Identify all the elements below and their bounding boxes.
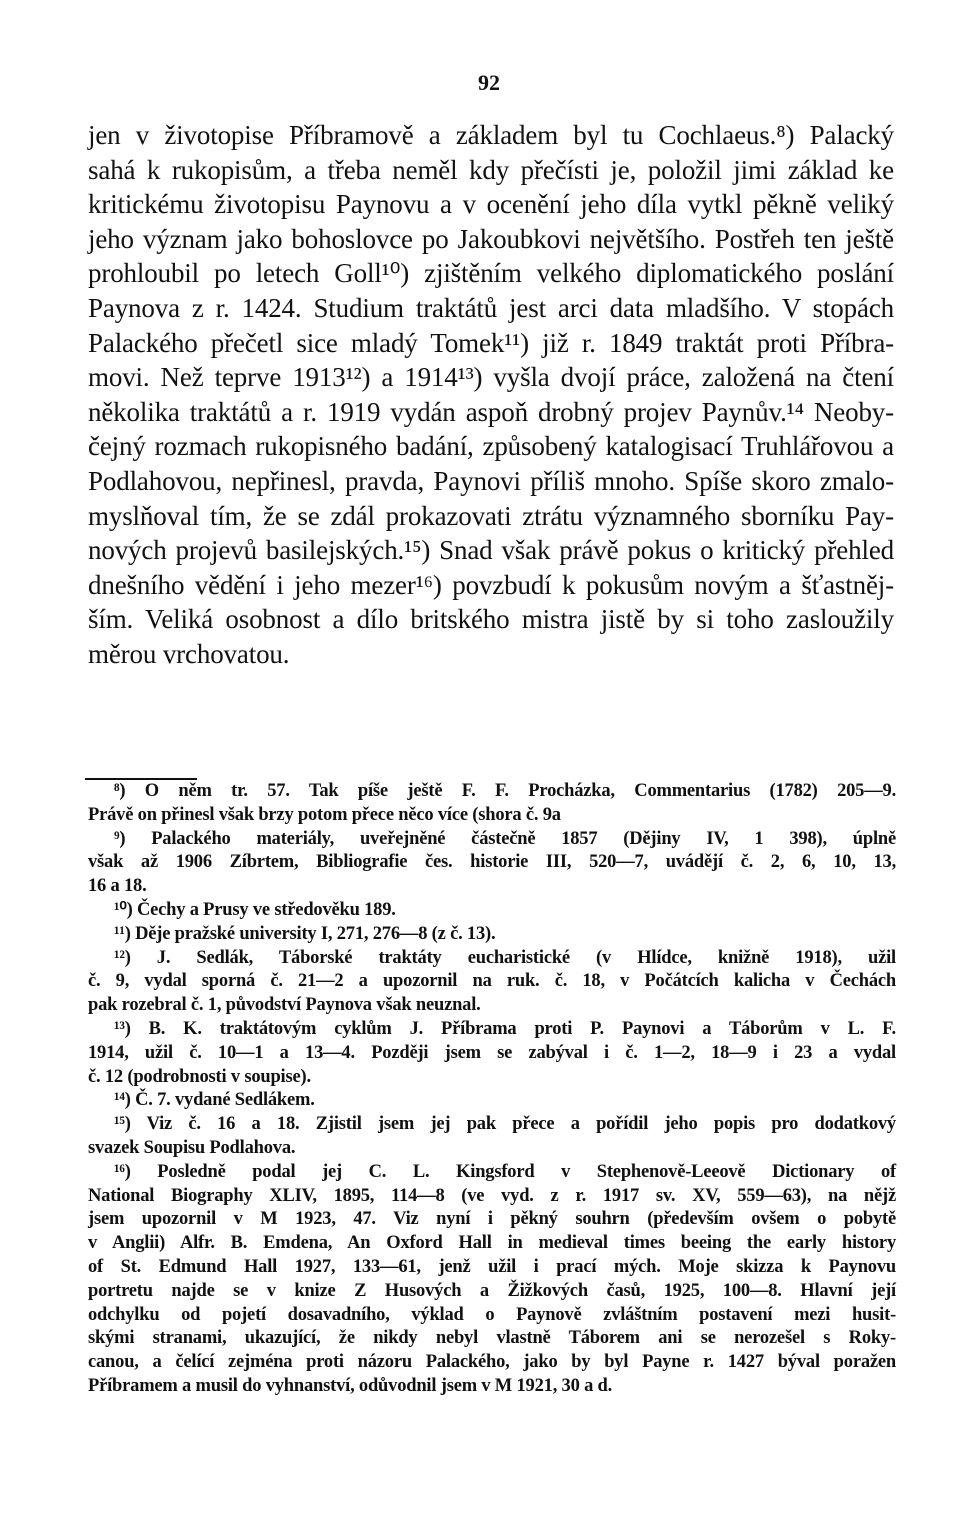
body-line: Podlahovou, nepřinesl, pravda, Paynovi příliš mnoho. Spíše skoro zmalo- [88,465,894,496]
footnote-line: canou, a čelící zejména proti názoru Palackého, jako by byl Payne r. 1427 býval poražen [88,1352,896,1373]
footnote-line: ¹⁶) Posledně podal jej C. L. Kingsford v Stephenově-Leeově Dictionary of [114,1161,896,1182]
body-text [88,118,894,672]
footnote-line: ⁸) O něm tr. 57. Tak píše ještě F. F. Procházka, Commentarius (1782) 205—9. [114,781,896,801]
body-line: jen v životopise Příbramově a základem byl tu Cochlaeus.⁸) Palacký [88,120,894,150]
footnote-line: Příbramem a musil do vyhnanství, odůvodnil jsem v M 1921, 30 a d. [88,1375,613,1396]
body-line: Paynova z r. 1424. Studium traktátů jest arci data mladšího. V stopách [88,292,894,323]
body-line: kritickému životopisu Paynovu a v ocenění jeho díla vytkl pěkně veliký [88,189,894,220]
body-line: měrou vrchovatou. [88,638,290,669]
body-line: dnešního vědění i jeho mezer¹⁶) povzbudí k pokusům novým a šťastněj- [88,569,894,600]
footnote-line: č. 12 (podrobnosti v soupise). [88,1066,311,1087]
body-line: jeho význam jako bohoslovce po Jakoubkovi největšího. Postřeh ten ještě [88,223,894,254]
footnote-line: č. 9, vydal sporná č. 21—2 a upozornil na ruk. č. 18, v Počátcích kalicha v Čechách [88,971,896,992]
footnote-line: odchylku od pojetí dosavadního, výklad o Paynově zvláštním postavení mezi husit- [88,1304,896,1325]
footnote-line: ¹²) J. Sedlák, Táborské traktáty eucharistické (v Hlídce, knižně 1918), užil [114,947,896,968]
footnote-line: ¹⁰) Čechy a Prusy ve středověku 189. [114,899,396,920]
footnote-line: 1914, užil č. 10—1 a 13—4. Později jsem se zabýval i č. 1—2, 18—9 i 23 a vydal [88,1042,896,1063]
body-line: nových projevů basilejských.¹⁵) Snad však právě pokus o kritický přehled [88,535,894,566]
footnote-line: v Anglii) Alfr. B. Emdena, An Oxford Hall in medieval times beeing the early history [88,1233,896,1254]
body-line: Palackého přečetl sice mladý Tomek¹¹) již r. 1849 traktát proti Příbra- [88,327,894,358]
body-line: několika traktátů a r. 1919 vydán aspoň drobný projev Paynův.¹⁴ Neoby- [88,396,894,427]
page-number: 92 [478,70,500,95]
body-line: movi. Než teprve 1913¹²) a 1914¹³) vyšla dvojí práce, založená na čtení [88,362,894,393]
footnote-line: jsem upozornil v M 1923, 47. Viz nyní i pěkný souhrn (především ovšem o pobytě [88,1209,896,1230]
body-line: sahá k rukopisům, a třeba neměl kdy přečísti je, položil jimi základ ke [88,154,894,185]
body-line: ším. Veliká osobnost a dílo britského mistra jistě by si toho zasloužily [88,604,894,635]
footnote-line: Právě on přinesl však brzy potom přece něco více (shora č. 9a [88,804,561,825]
footnote-line: 16 a 18. [88,876,147,897]
body-line: čejný rozmach rukopisného badání, způsobený katalogisací Truhlářovou a [88,431,894,462]
footnote-line: ¹⁴) Č. 7. vydané Sedlákem. [114,1090,315,1111]
footnote-line: skými stranami, ukazující, že nikdy nebyl vlastně Táborem ani se nerozešel s Roky- [88,1328,896,1349]
footnote-line: však až 1906 Zíbrtem, Bibliografie čes. historie III, 520—7, uvádějí č. 2, 6, 10, 13, [88,852,896,873]
footnote-line: ⁹) Palackého materiály, uveřejněné částečně 1857 (Dějiny IV, 1 398), úplně [114,828,896,849]
footnote-line: svazek Soupisu Podlahova. [88,1137,296,1158]
body-line: prohloubil po letech Goll¹⁰) zjištěním velkého diplomatického poslání [88,258,894,289]
footnotes [88,780,896,1399]
footnote-line: ¹³) B. K. traktátovým cyklům J. Příbrama proti P. Paynovi a Táborům v L. F. [114,1018,896,1039]
footnote-line: of St. Edmund Hall 1927, 133—61, jenž užil i prací mých. Moje skizza k Paynovu [88,1256,896,1277]
footnote-line: National Biography XLIV, 1895, 114—8 (ve vyd. z r. 1917 sv. XV, 559—63), na nějž [88,1185,896,1206]
footnote-line: ¹¹) Děje pražské university I, 271, 276—8 (z č. 13). [114,923,496,944]
footnote-line: pak rozebral č. 1, původství Paynova však neuznal. [88,995,481,1016]
footnote-line: portretu najde se v knize Z Husových a Žižkových časů, 1925, 100—8. Hlavní její [88,1280,896,1301]
footnote-line: ¹⁵) Viz č. 16 a 18. Zjistil jsem jej pak přece a pořídil jeho popis pro dodatkový [114,1114,896,1135]
body-line: myslňoval tím, že se zdál prokazovati ztrátu významného sborníku Pay- [88,500,894,531]
